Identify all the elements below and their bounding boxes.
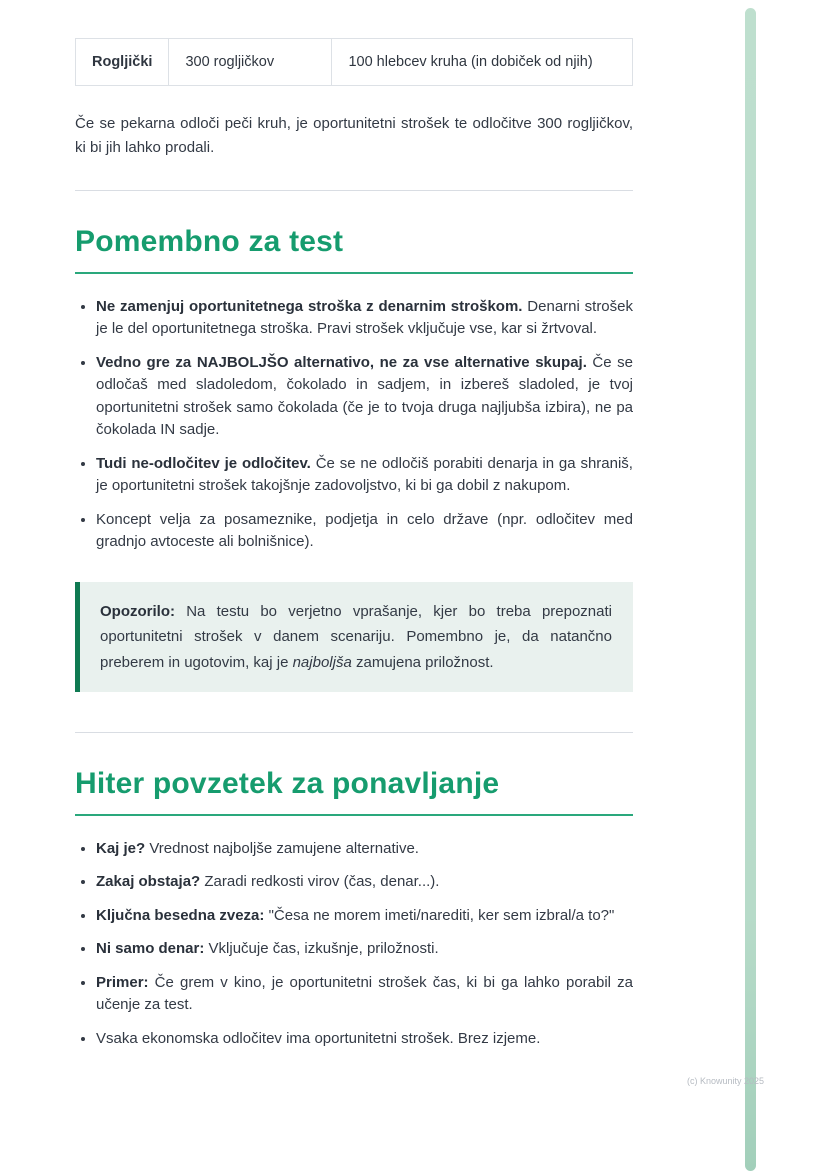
bullet-bold-text: Kaj je? bbox=[96, 839, 146, 857]
summary-bullet-list bbox=[75, 838, 633, 1051]
bullet-bold-text: Primer: bbox=[96, 973, 149, 991]
section-divider bbox=[75, 732, 633, 733]
list-item bbox=[96, 352, 633, 442]
list-item bbox=[96, 296, 633, 341]
list-item bbox=[96, 938, 633, 961]
bullet-text: Če se ne odločiš porabiti denarja in ga shraniš, je oportunitetni strošek takojšnje zadovoljstvo, ki bi ga dobil z nakupom. bbox=[96, 454, 633, 494]
bullet-text: Če grem v kino, je oportunitetni strošek čas, ki bi ga lahko porabil za učenje za test. bbox=[96, 973, 633, 1013]
list-item bbox=[96, 838, 633, 861]
bullet-text: Koncept velja za posameznike, podjetja in celo države (npr. odločitev med gradnjo avtoceste ali bolnišnice). bbox=[96, 510, 633, 550]
bullet-text: Vrednost najboljše zamujene alternative. bbox=[145, 839, 419, 857]
opportunity-cost-table bbox=[75, 38, 633, 86]
callout-label: Opozorilo: bbox=[100, 602, 175, 620]
section-title-summary: Hiter povzetek za ponavljanje bbox=[75, 767, 633, 816]
intro-paragraph: Če se pekarna odloči peči kruh, je oportunitetni strošek te odločitve 300 rogljičkov, ki bi jih lahko prodali. bbox=[75, 115, 633, 156]
document-content bbox=[75, 0, 633, 1061]
watermark: (c) Knowunity 2025 bbox=[687, 1076, 765, 1086]
section-title-important: Pomembno za test bbox=[75, 225, 633, 274]
bullet-bold-text: Ključna besedna zveza: bbox=[96, 906, 265, 924]
callout-text-after: zamujena priložnost. bbox=[351, 653, 494, 671]
bullet-text: Zaradi redkosti virov (čas, denar...). bbox=[200, 873, 440, 890]
list-item bbox=[96, 972, 633, 1017]
table-cell-item: Rogljički bbox=[76, 39, 169, 86]
list-item bbox=[96, 1028, 633, 1051]
bullet-text: Vključuje čas, izkušnje, priložnosti. bbox=[204, 940, 439, 957]
bullet-bold-text: Zakaj obstaja? bbox=[96, 873, 201, 890]
list-item bbox=[96, 905, 633, 928]
callout-text-before: Na testu bo verjetno vprašanje, kjer bo treba prepoznati oportunitetni strošek v danem scenariju. Pomembno je, da natančno preberem in ugotovim, kaj je bbox=[100, 602, 612, 671]
table-cell-cost: 300 rogljičkov bbox=[169, 39, 332, 86]
list-item bbox=[96, 453, 633, 498]
bullet-bold-text: Tudi ne-odločitev je odločitev. bbox=[96, 454, 311, 472]
bullet-text: Če se odločaš med sladoledom, čokolado in sadjem, in izbereš sladoled, je tvoj oportunitetni strošek samo čokolada (če je to tvoja druga najljubša izbira), ne pa čokolada IN sadje. bbox=[96, 353, 633, 438]
bullet-text: Vsaka ekonomska odločitev ima oportunitetni strošek. Brez izjeme. bbox=[96, 1029, 541, 1047]
warning-callout bbox=[75, 582, 633, 693]
bullet-text: "Česa ne morem imeti/narediti, ker sem izbral/a to?" bbox=[264, 906, 615, 924]
table-row bbox=[76, 39, 633, 86]
bullet-bold-text: Ne zamenjuj oportunitetnega stroška z denarnim stroškom. bbox=[96, 297, 523, 315]
section-divider bbox=[75, 190, 633, 191]
callout-emphasis: najboljša bbox=[292, 653, 352, 671]
scrollbar[interactable] bbox=[745, 8, 756, 1171]
list-item bbox=[96, 509, 633, 554]
bullet-bold-text: Vedno gre za NAJBOLJŠO alternativo, ne za vse alternative skupaj. bbox=[96, 353, 587, 371]
warning-callout-text bbox=[100, 599, 612, 676]
table-cell-benefit: 100 hlebcev kruha (in dobiček od njih) bbox=[332, 39, 633, 86]
bullet-bold-text: Ni samo denar: bbox=[96, 940, 205, 957]
important-bullet-list bbox=[75, 296, 633, 554]
bullet-text: Denarni strošek je le del oportunitetnega stroška. Pravi strošek vključuje vse, kar si žrtvoval. bbox=[96, 297, 633, 337]
list-item bbox=[96, 871, 633, 894]
